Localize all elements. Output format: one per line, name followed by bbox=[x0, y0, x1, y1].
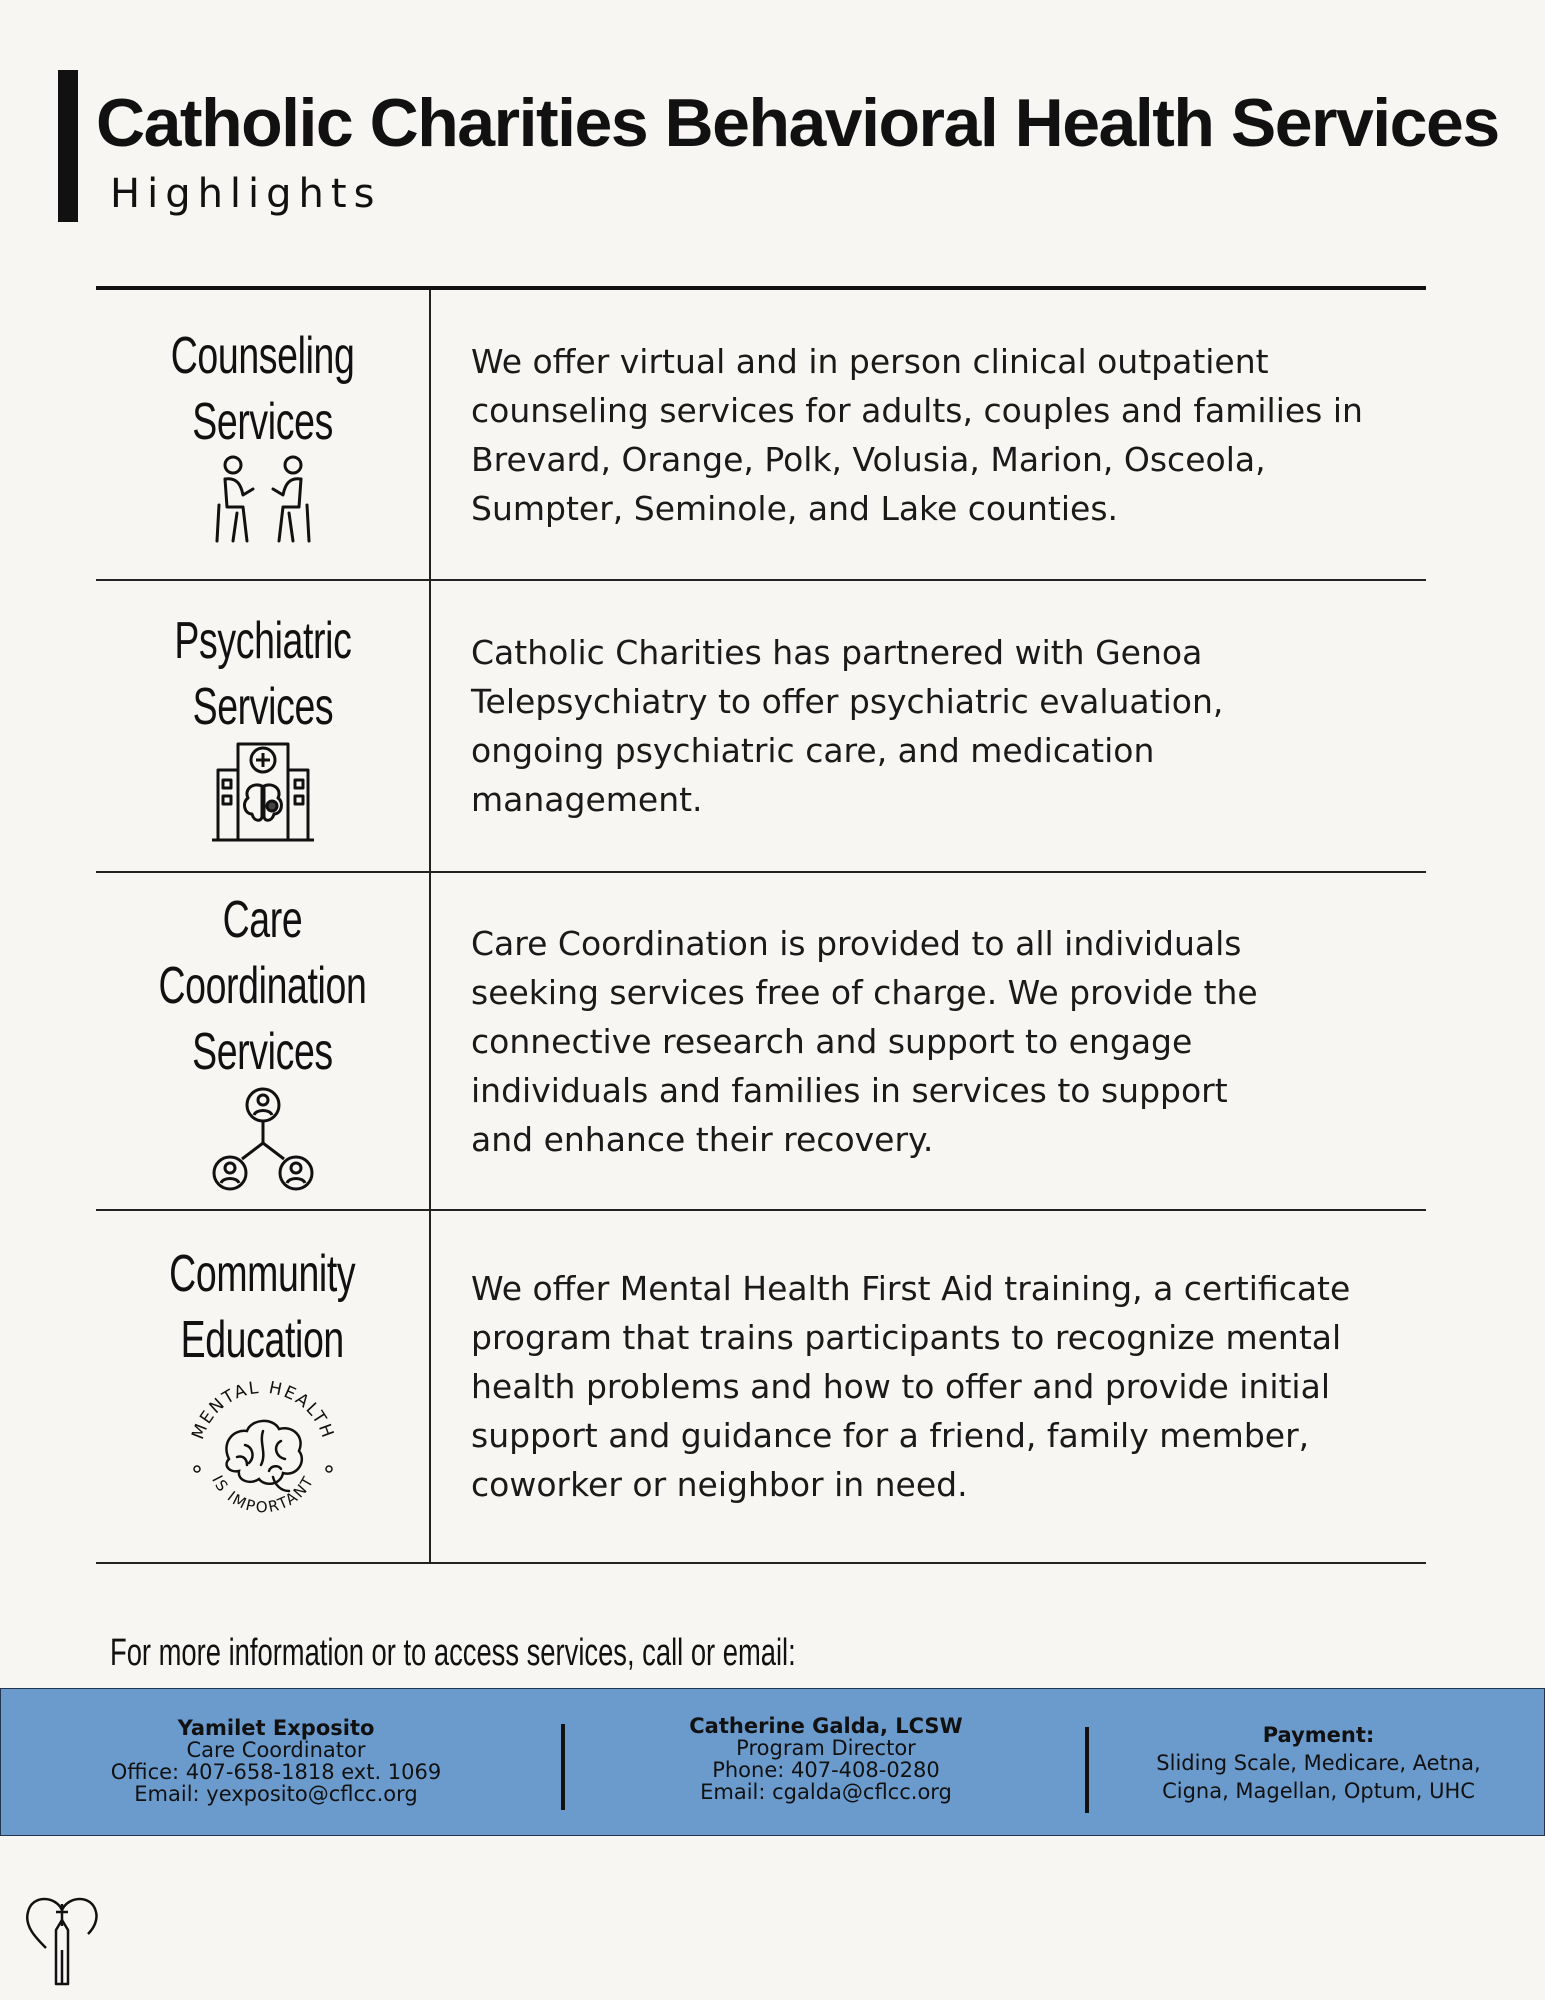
service-description: Care Coordination is provided to all individuals seeking services free of charge. We provide the connective research and support to engage individuals and families in services to support and enhance their recovery. bbox=[471, 923, 1258, 1159]
service-row-community-education bbox=[96, 1211, 1426, 1564]
payment-line: Sliding Scale, Medicare, Aetna, bbox=[1156, 1751, 1481, 1775]
people-network-icon bbox=[208, 1085, 318, 1195]
service-row-psychiatric bbox=[96, 581, 1426, 873]
service-description: We offer virtual and in person clinical outpatient counseling services for adults, couples and families in Brevard, Orange, Polk, Volusia, Marion, Osceola, Sumpter, Seminole, and Lake counties. bbox=[471, 341, 1363, 528]
badge-bottom-text: IS IMPORTANT bbox=[207, 1471, 318, 1516]
contact-email[interactable]: Email: yexposito@cflcc.org bbox=[134, 1782, 418, 1806]
service-description-cell bbox=[431, 873, 1426, 1209]
contact-band bbox=[0, 1688, 1545, 1836]
payment-heading: Payment: bbox=[1262, 1723, 1375, 1747]
services-table bbox=[96, 286, 1426, 1564]
title-accent-bar bbox=[58, 70, 78, 222]
service-description-cell bbox=[431, 581, 1426, 871]
contact-phone[interactable]: Phone: 407-408-0280 bbox=[712, 1758, 940, 1782]
page-subtitle: Highlights bbox=[110, 171, 382, 217]
contact-yamilet bbox=[91, 1717, 461, 1805]
service-name: Counseling Services bbox=[170, 326, 355, 451]
service-row-care-coordination bbox=[96, 873, 1426, 1211]
contact-role: Care Coordinator bbox=[186, 1738, 366, 1762]
service-heading-cell bbox=[96, 873, 431, 1209]
service-heading-cell bbox=[96, 581, 431, 871]
contact-lead-text: For more information or to access services, call or email: bbox=[110, 1632, 796, 1674]
service-description-cell bbox=[431, 290, 1426, 579]
service-description: Catholic Charities has partnered with Genoa Telepsychiatry to offer psychiatric evaluation, ongoing psychiatric care, and medication management. bbox=[471, 633, 1224, 819]
hospital-brain-icon bbox=[210, 740, 316, 844]
service-name: Psychiatric Services bbox=[173, 612, 352, 736]
badge-top-text: MENTAL HEALTH bbox=[187, 1377, 338, 1442]
contact-name: Yamilet Exposito bbox=[177, 1716, 375, 1740]
contact-divider bbox=[561, 1724, 565, 1810]
svg-text:IS IMPORTANT bbox=[208, 1472, 318, 1516]
contact-divider bbox=[1085, 1727, 1089, 1813]
contact-name: Catherine Galda, LCSW bbox=[689, 1714, 963, 1738]
service-description: We offer Mental Health First Aid training, a certificate program that trains participants to recognize mental health problems and how to offer and provide initial support and guidance for a friend, family member, coworker or neighbor in need. bbox=[471, 1269, 1351, 1504]
service-name: Care Coordination Services bbox=[158, 891, 367, 1081]
payment-line: Cigna, Magellan, Optum, UHC bbox=[1162, 1779, 1475, 1803]
payment-info bbox=[1141, 1721, 1496, 1805]
service-heading-cell bbox=[96, 290, 431, 579]
contact-email[interactable]: Email: cgalda@cflcc.org bbox=[700, 1780, 952, 1804]
service-heading-cell bbox=[96, 1211, 431, 1562]
mental-health-brain-icon bbox=[173, 1373, 353, 1533]
service-description-cell bbox=[431, 1211, 1426, 1562]
contact-catherine bbox=[641, 1715, 1011, 1803]
page-title: Catholic Charities Behavioral Health Services bbox=[96, 85, 1499, 161]
service-row-counseling bbox=[96, 290, 1426, 581]
counseling-people-icon bbox=[213, 455, 313, 547]
contact-role: Program Director bbox=[736, 1736, 916, 1760]
service-name: Community Education bbox=[169, 1244, 356, 1369]
contact-phone[interactable]: Office: 407-658-1818 ext. 1069 bbox=[110, 1760, 442, 1784]
heart-cross-logo-icon bbox=[22, 1890, 102, 1986]
